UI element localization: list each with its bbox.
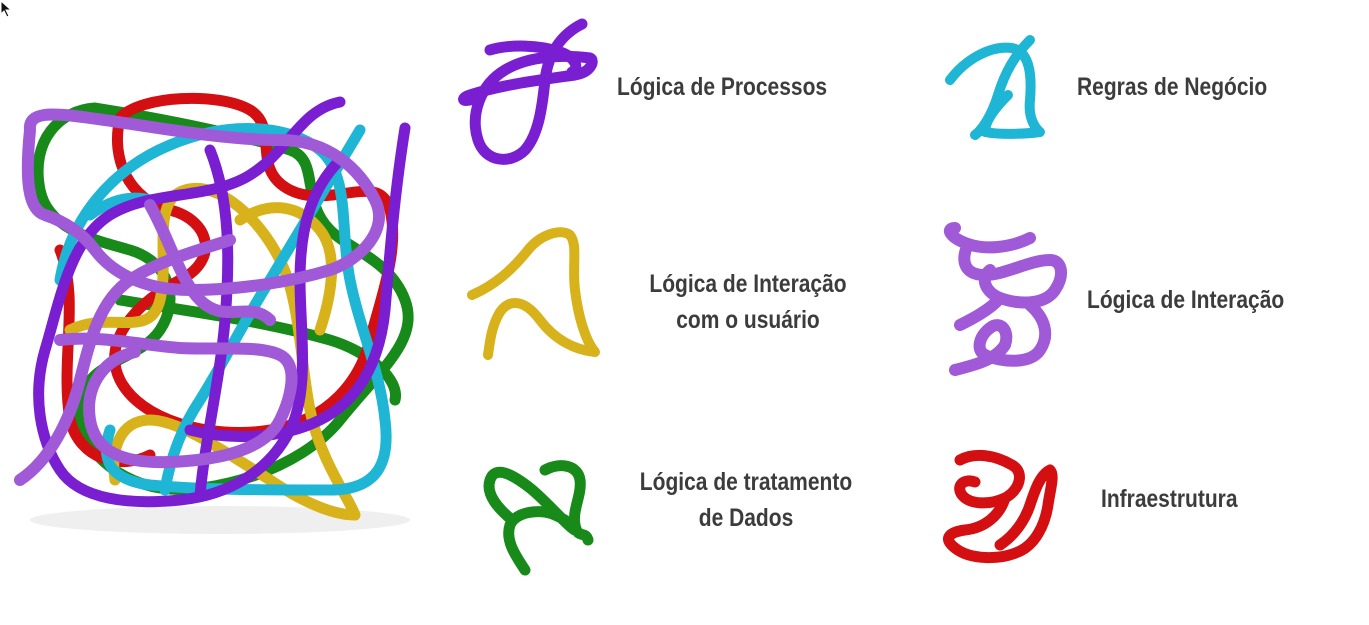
dados-glyph — [489, 466, 588, 570]
label-logica-interacao: Lógica de Interação — [1087, 286, 1285, 314]
infra-glyph — [948, 455, 1052, 557]
label-logica-tratamento-dados-line1: Lógica de tratamento — [639, 468, 853, 496]
label-logica-interacao-usuario — [626, 266, 870, 338]
label-logica-processos: Lógica de Processos — [617, 73, 828, 101]
label-logica-interacao-usuario-line2: com o usuário — [676, 306, 820, 334]
label-logica-tratamento-dados-line2: de Dados — [698, 504, 794, 532]
label-regras-negocio: Regras de Negócio — [1077, 73, 1268, 101]
regras-glyph — [950, 40, 1040, 135]
label-logica-interacao-usuario-line1: Lógica de Interação — [649, 270, 847, 298]
interacao-usuario-glyph — [472, 232, 595, 355]
label-logica-tratamento-dados — [620, 464, 872, 536]
label-infraestrutura: Infraestrutura — [1101, 485, 1238, 513]
tangled-logic-cluster — [20, 98, 408, 515]
processos-glyph — [464, 24, 593, 159]
interacao-glyph — [950, 228, 1061, 370]
mouse-pointer-icon — [0, 0, 14, 18]
